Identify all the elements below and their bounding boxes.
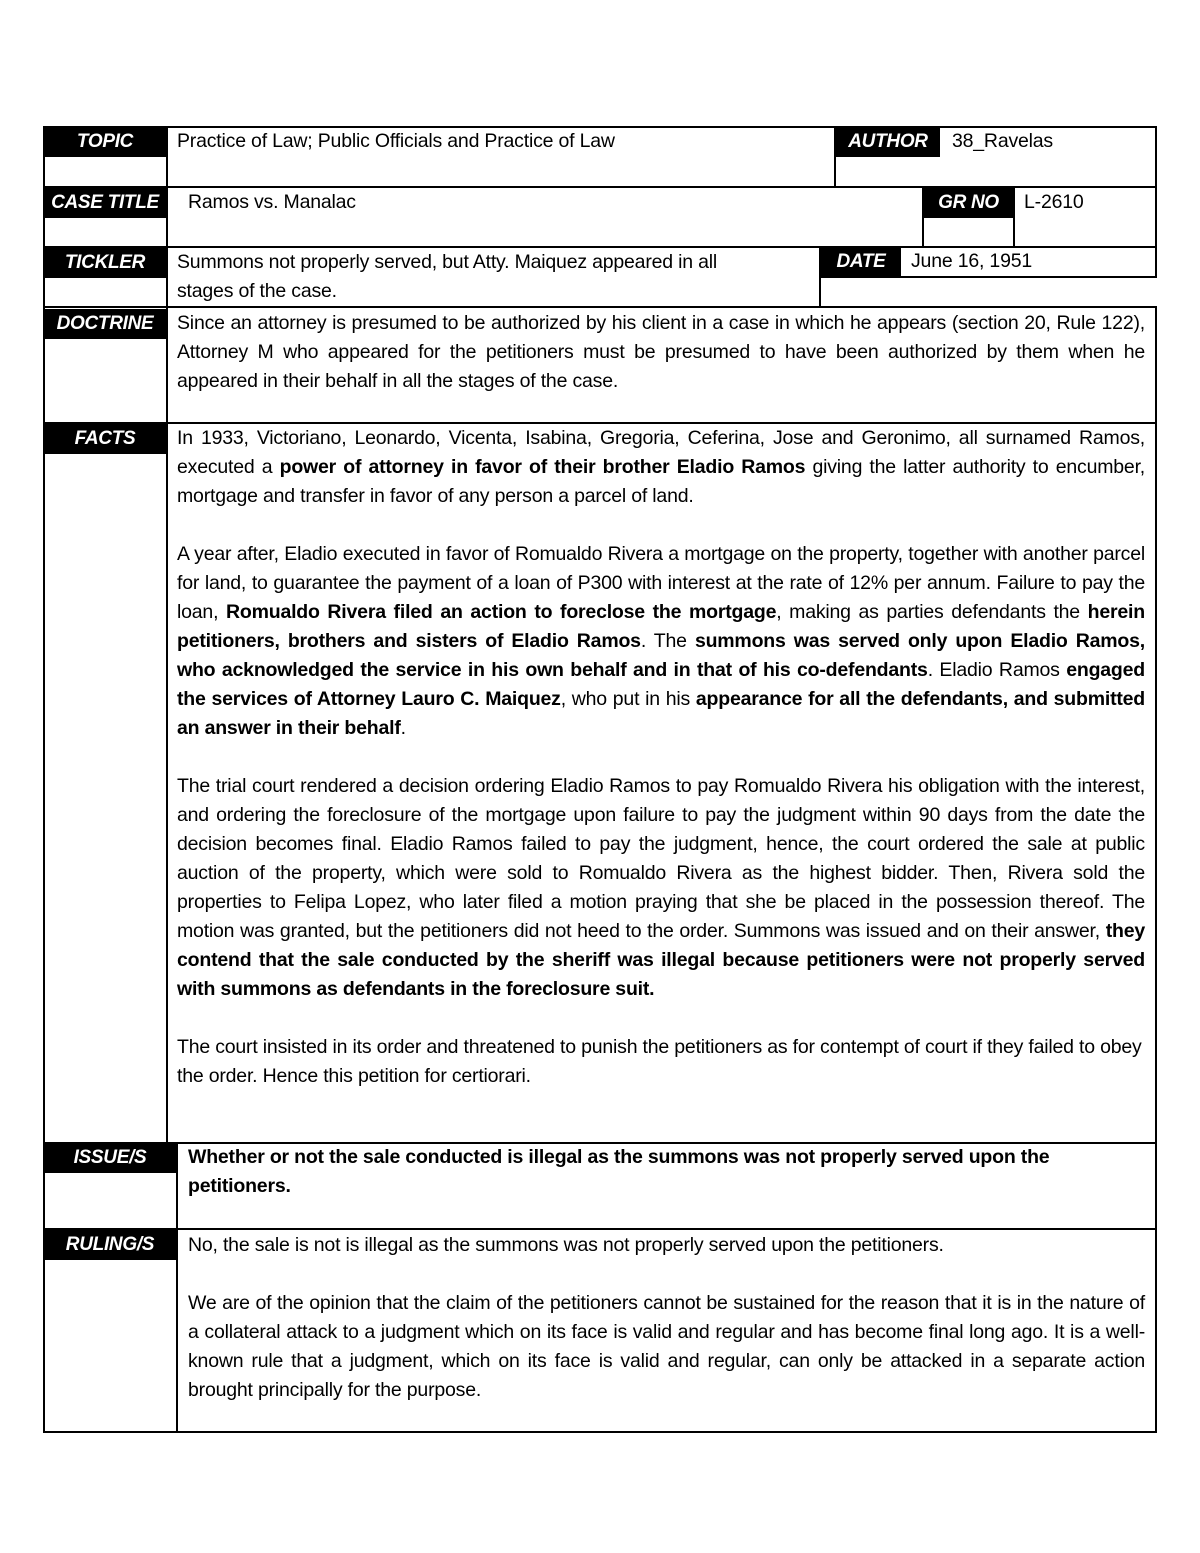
topic-label: TOPIC — [44, 127, 166, 157]
facts-label: FACTS — [44, 424, 166, 454]
doctrine-value: Since an attorney is presumed to be authorized by his client in a case in which he appears (section 20, Rule 122), Attorney M who appeared for the petitioners must be presumed to have been authorized by them when he appeared in their behalf in all the stages of the case. — [177, 312, 1145, 392]
rulings-body — [188, 1231, 1145, 1405]
author-label: AUTHOR — [836, 127, 940, 157]
rulings-label: RULING/S — [44, 1230, 176, 1260]
case-title-label: CASE TITLE — [44, 188, 166, 218]
doctrine-label: DOCTRINE — [44, 309, 166, 339]
facts-paragraph-3: The trial court rendered a decision ordering Eladio Ramos to pay Romualdo Rivera his obligation with the interest, and ordering the foreclosure of the mortgage upon failure to pay the judgment within 90 days from the date the decision becomes final. Eladio Ramos failed to pay the judgment, hence, the court ordered the sale at public auction of the property, which were sold to Romualdo Rivera as the highest bidder. Then, Rivera sold the properties to Felipa Lopez, who later filed a motion praying that she be placed in the possession thereof. The motion was granted, but the petitioners did not heed to the order. Summons was issued and on their answer, they contend that the sale conducted by the sheriff was illegal because petitioners were not properly served with summons as defendants in the foreclosure suit. — [177, 775, 1145, 1000]
date-label: DATE — [821, 247, 901, 277]
gr-no-value: L-2610 — [1024, 191, 1084, 213]
issues-value: Whether or not the sale conducted is illegal as the summons was not properly served upon the petitioners. — [188, 1146, 1050, 1197]
case-title-value: Ramos vs. Manalac — [188, 191, 356, 213]
issues-label: ISSUE/S — [44, 1143, 176, 1173]
facts-paragraph-2: A year after, Eladio executed in favor of Romualdo Rivera a mortgage on the property, together with another parcel for land, to guarantee the payment of a loan of P300 with interest at the rate of 12% per annum. Failure to pay the loan, Romualdo Rivera filed an action to foreclose the mortgage, making as parties defendants the herein petitioners, brothers and sisters of Eladio Ramos. The summons was served only upon Eladio Ramos, who acknowledged the service in his own behalf and in that of his co-defendants. Eladio Ramos engaged the services of Attorney Lauro C. Maiquez, who put in his appearance for all the defendants, and submitted an answer in their behalf. — [177, 543, 1146, 739]
facts-label-cell — [43, 422, 168, 1144]
rulings-paragraph-2: We are of the opinion that the claim of the petitioners cannot be sustained for the reason that it is in the nature of a collateral attack to a judgment which on its face is valid and regular and has become final long ago. It is a well-known rule that a judgment, which on its face is valid and regular, can only be attacked in a separate action brought principally for the purpose. — [188, 1292, 1145, 1401]
topic-value: Practice of Law; Public Officials and Practice of Law — [177, 130, 615, 152]
facts-body — [177, 424, 1145, 1091]
facts-paragraph-4: The court insisted in its order and threatened to punish the petitioners as for contempt of court if they failed to obey the order. Hence this petition for certiorari. — [177, 1036, 1142, 1087]
author-value: 38_Ravelas — [952, 130, 1053, 152]
rulings-paragraph-1: No, the sale is not is illegal as the summons was not properly served upon the petitioners. — [188, 1234, 944, 1256]
tickler-value-line1: Summons not properly served, but Atty. Maiquez appeared in all — [177, 251, 718, 273]
tickler-value-line2: stages of the case. — [177, 280, 337, 302]
tickler-label: TICKLER — [44, 248, 166, 278]
facts-paragraph-1: In 1933, Victoriano, Leonardo, Vicenta, Isabina, Gregoria, Ceferina, Jose and Geronimo, all surnamed Ramos, executed a power of attorney in favor of their brother Eladio Ramos giving the latter authority to encumber, mortgage and transfer in favor of any person a parcel of land. — [177, 427, 1146, 507]
date-value: June 16, 1951 — [911, 250, 1033, 272]
gr-no-label: GR NO — [924, 188, 1013, 218]
